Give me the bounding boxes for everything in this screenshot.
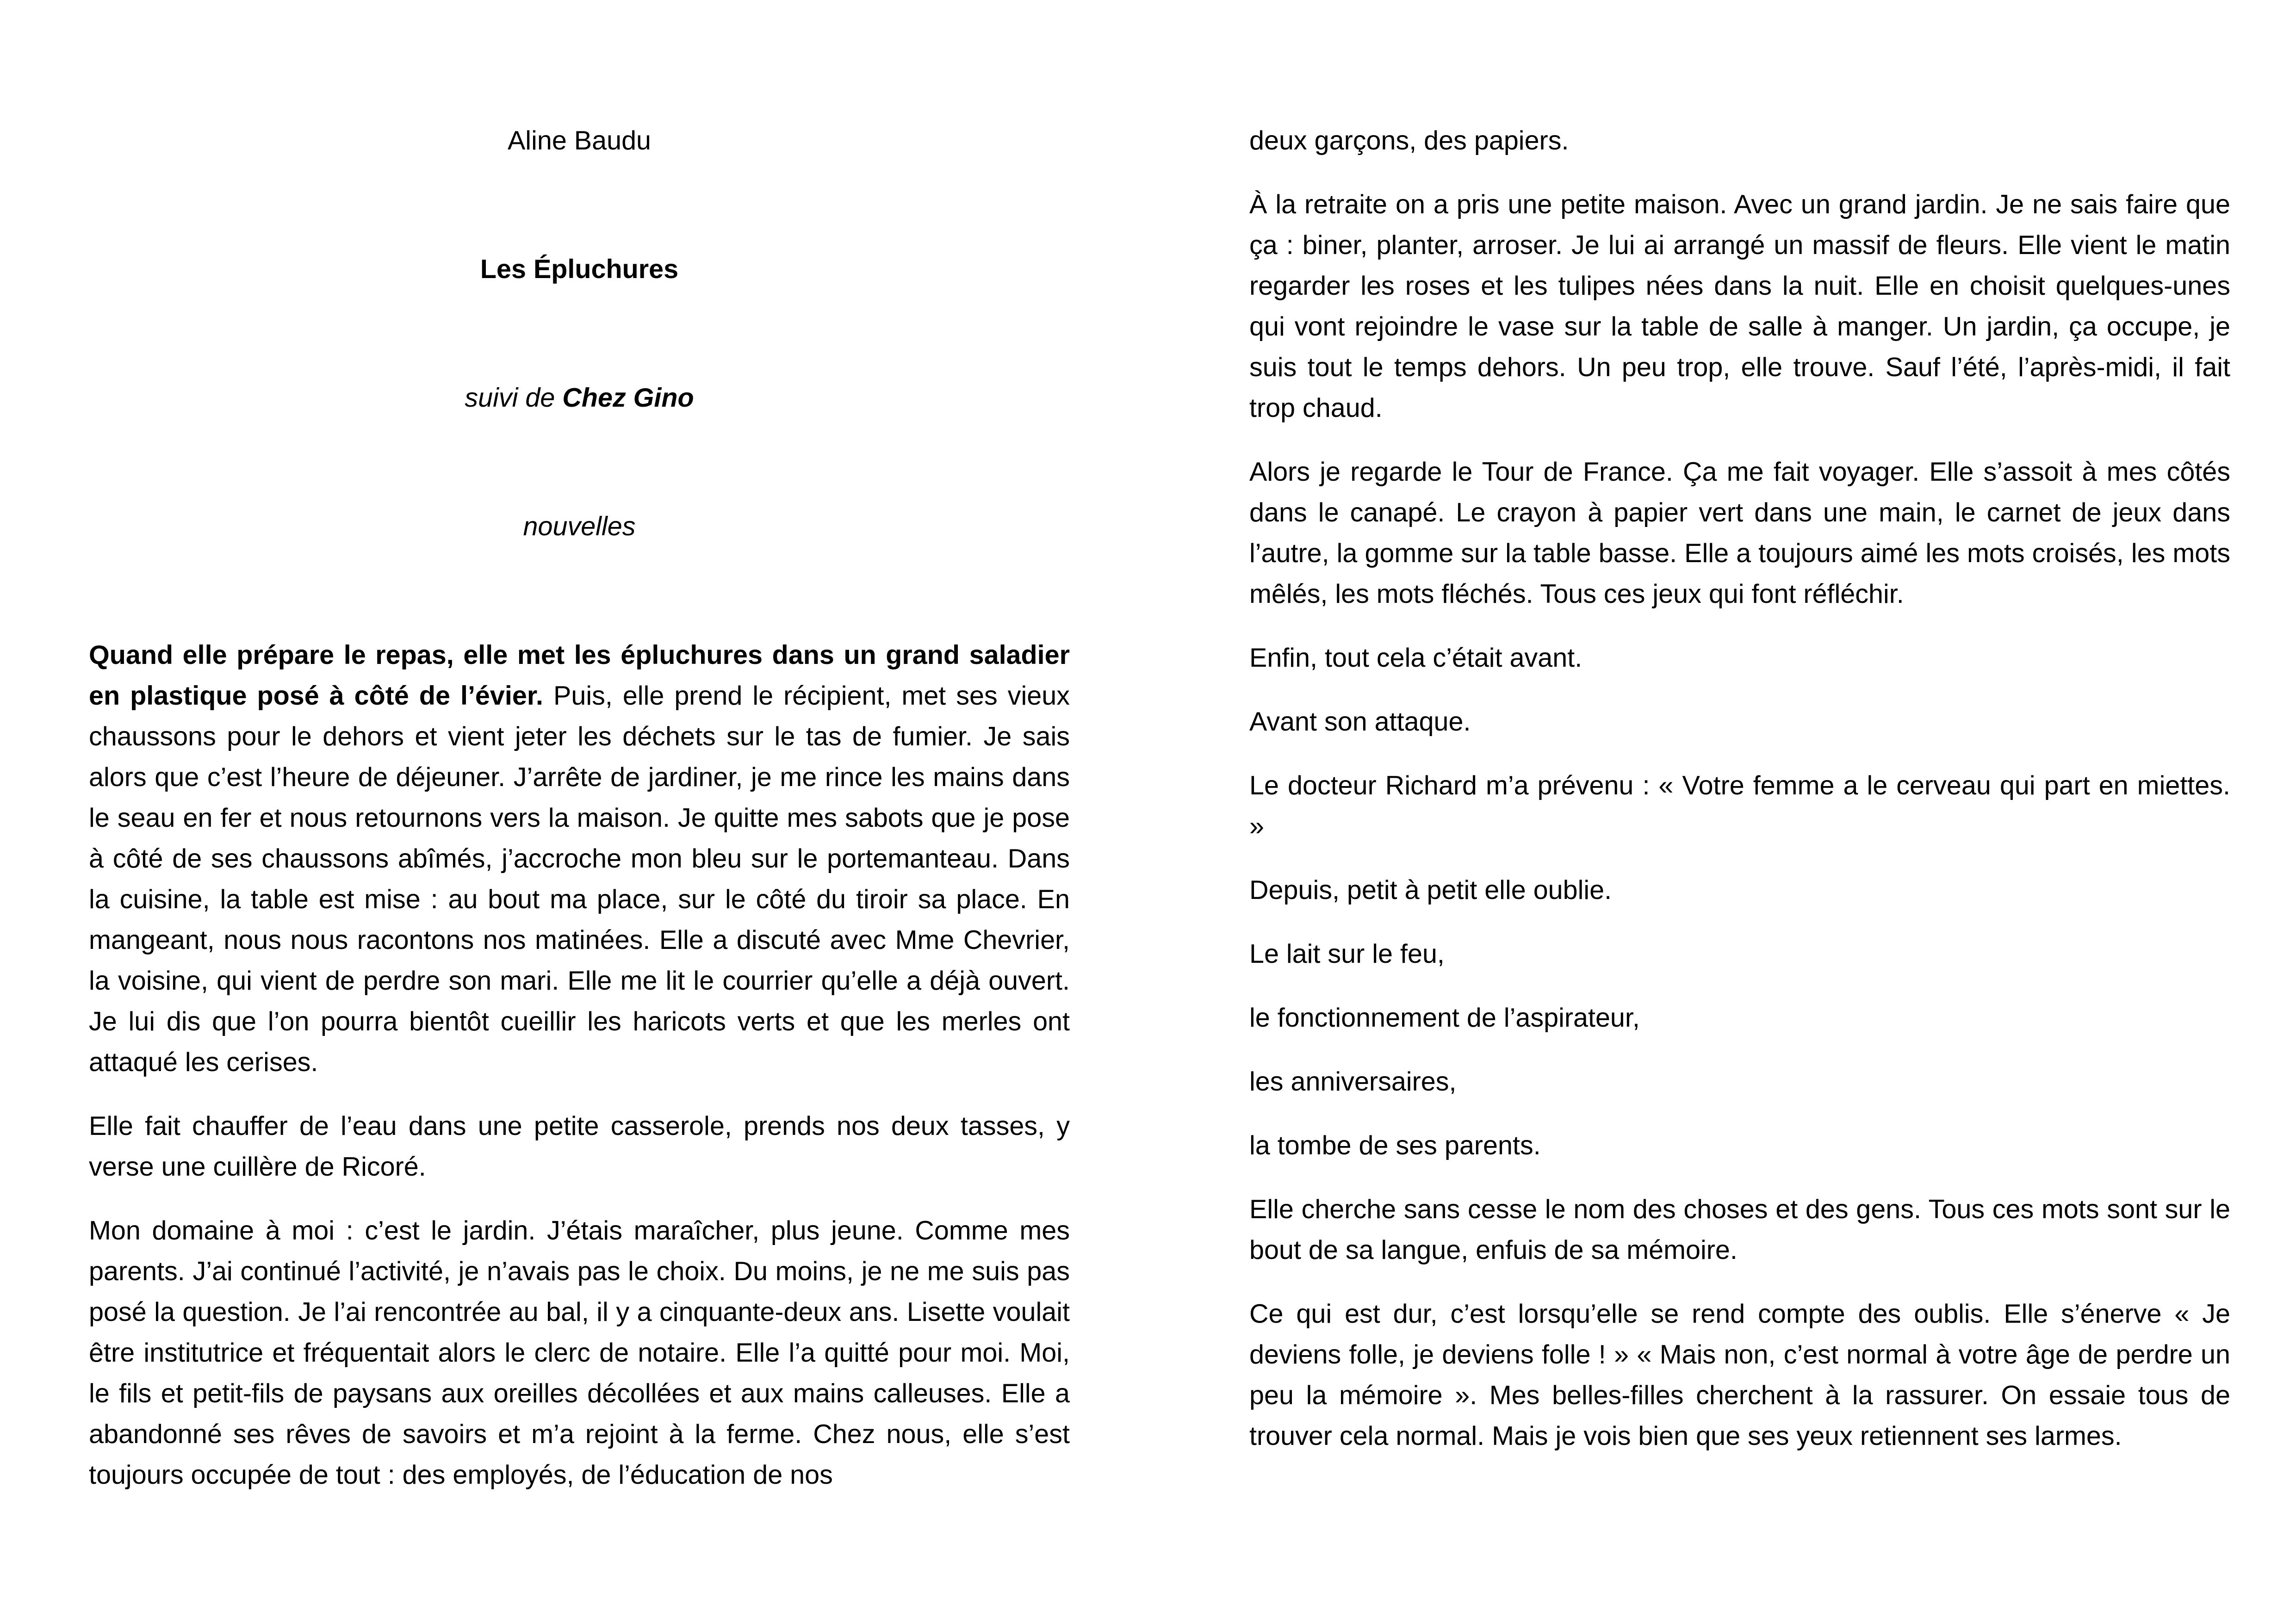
paragraph-lead: Quand elle prépare le repas, elle met les épluchures dans un grand saladier en plastique posé à côté de l’évier. (89, 640, 1070, 711)
book-subtitle (89, 378, 1070, 418)
paragraph: À la retraite on a pris une petite maison. Avec un grand jardin. Je ne sais faire que ça : biner, planter, arroser. Je lui ai arrangé un massif de fleurs. Elle vient le matin regarder les roses et les tulipes nées dans la nuit. Elle en choisit quelques-unes qui vont rejoindre le vase sur la table de salle à manger. Un jardin, ça occupe, je suis tout le temps dehors. Un peu trop, elle trouve. Sauf l’été, l’après-midi, il fait trop chaud. (1249, 190, 2230, 423)
genre-label: nouvelles (523, 512, 636, 541)
paragraph: Avant son attaque. (1249, 707, 1471, 737)
paragraph: Elle fait chauffer de l’eau dans une petite casserole, prends nos deux tasses, y verse une cuillère de Ricoré. (89, 1111, 1070, 1182)
paragraph: Mon domaine à moi : c’est le jardin. J’étais maraîcher, plus jeune. Comme mes parents. J’ai continué l’activité, je n’avais pas le choix. Du moins, je ne me suis pas posé la question. Je l’ai rencontrée au bal, il y a cinquante-deux ans. Lisette voulait être institutrice et fréquentait alors le clerc de notaire. Elle l’a quitté pour moi. Moi, le fils et petit-fils de paysans aux oreilles décollées et aux mains calleuses. Elle a abandonné ses rêves de savoirs et m’a rejoint à la ferme. Chez nous, elle s’est toujours occupée de tout : des employés, de l’éducation de nos (89, 1216, 1070, 1490)
paragraph: le fonctionnement de l’aspirateur, (1249, 1003, 1640, 1033)
paragraph: Le lait sur le feu, (1249, 939, 1445, 969)
author-name: Aline Baudu (507, 126, 652, 155)
paragraph: Elle cherche sans cesse le nom des choses et des gens. Tous ces mots sont sur le bout de sa langue, enfuis de sa mémoire. (1249, 1195, 2230, 1265)
left-column (89, 120, 1070, 1518)
paragraph: les anniversaires, (1249, 1067, 1457, 1096)
subtitle-title: Chez Gino (562, 383, 694, 413)
paragraph: Enfin, tout cela c’était avant. (1249, 643, 1582, 673)
paragraph: Ce qui est dur, c’est lorsqu’elle se rend compte des oublis. Elle s’énerve « Je deviens folle, je deviens folle ! » « Mais non, c’est normal à votre âge de perdre un peu la mémoire ». Mes belles-filles cherchent à la rassurer. On essaie tous de trouver cela normal. Mais je vois bien que ses yeux retiennent ses larmes. (1249, 1299, 2230, 1451)
paragraph: la tombe de ses parents. (1249, 1131, 1541, 1160)
subtitle-prefix: suivi de (465, 383, 563, 413)
right-column (1249, 120, 2230, 1480)
paragraph: Alors je regarde le Tour de France. Ça me fait voyager. Elle s’assoit à mes côtés dans le canapé. Le crayon à papier vert dans une main, le carnet de jeux dans l’autre, la gomme sur la table basse. Elle a toujours aimé les mots croisés, les mots mêlés, les mots fléchés. Tous ces jeux qui font réfléchir. (1249, 457, 2230, 609)
paragraph: Le docteur Richard m’a prévenu : « Votre femme a le cerveau qui part en miettes. » (1249, 771, 2230, 841)
book-title: Les Épluchures (480, 254, 679, 284)
paragraph: Depuis, petit à petit elle oublie. (1249, 875, 1612, 905)
paragraph-rest: Puis, elle prend le récipient, met ses vieux chaussons pour le dehors et vient jeter les déchets sur le tas de fumier. Je sais alors que c’est l’heure de déjeuner. J’arrête de jardiner, je me rince les mains dans le seau en fer et nous retournons vers la maison. Je quitte mes sabots que je pose à côté de ses chaussons abîmés, j’accroche mon bleu sur le portemanteau. Dans la cuisine, la table est mise : au bout ma place, sur le côté du tiroir sa place. En mangeant, nous nous racontons nos matinées. Elle a discuté avec Mme Chevrier, la voisine, qui vient de perdre son mari. Elle me lit le courrier qu’elle a déjà ouvert. Je lui dis que l’on pourra bientôt cueillir les haricots verts et que les merles ont attaqué les cerises. (89, 681, 1070, 1077)
paragraph (89, 635, 1070, 1083)
paragraph: deux garçons, des papiers. (1249, 126, 1569, 155)
